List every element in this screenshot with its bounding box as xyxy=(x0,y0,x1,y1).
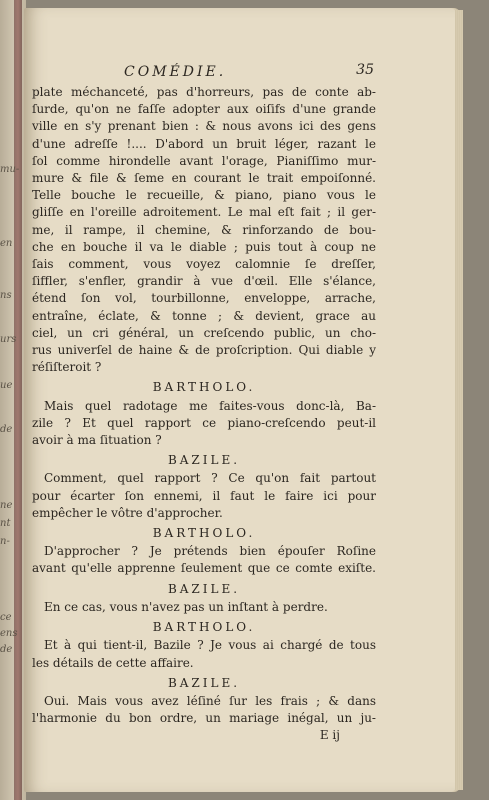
text-line: me, il rampe, il chemine, & rinforzando de bou- xyxy=(32,222,376,237)
text-line: d'une adreſſe !.... D'abord un bruit léger, razant le xyxy=(32,136,376,151)
text-line: avoir à ma ſituation ? xyxy=(32,433,162,448)
paragraph xyxy=(32,637,376,671)
book-spine xyxy=(14,0,22,800)
text-line: empêcher le vôtre d'approcher. xyxy=(32,505,223,520)
text-line: Comment, quel rapport ? Ce qu'on fait partout xyxy=(44,471,376,486)
text-line: ciel, un cri général, un creſcendo public, un cho- xyxy=(32,325,376,340)
text-line: gliſſe en l'oreille adroitement. Le mal eſt fait ; il ger- xyxy=(32,205,376,220)
text-line: Et à qui tient-il, Bazile ? Je vous ai chargé de tous xyxy=(44,638,376,653)
page-edges xyxy=(455,10,463,790)
paragraph xyxy=(32,84,376,376)
text-line: ſurde, qu'on ne faſſe adopter aux oiſifs d'une grande xyxy=(32,102,376,117)
page-content xyxy=(32,64,376,745)
text-line: che en bouche il va le diable ; puis tout à coup ne xyxy=(32,239,376,254)
left-page-edge xyxy=(0,0,26,800)
text-line: ſol comme hirondelle avant l'orage, Pianiſſimo mur- xyxy=(32,153,376,168)
text-line: zile ? Et quel rapport ce piano-creſcendo peut-il xyxy=(32,415,376,430)
text-line: mure & file & ſeme en courant le trait empoiſonné. xyxy=(32,171,376,186)
margin-fragment: urs xyxy=(0,334,17,345)
speaker-name: BAZILE. xyxy=(167,581,241,596)
text-line: l'harmonie du bon ordre, un mariage inégal, un ju- xyxy=(32,711,376,726)
margin-fragment: nt xyxy=(0,518,11,529)
running-title: COMÉDIE. xyxy=(124,64,227,80)
paragraph xyxy=(32,693,376,727)
speaker-name: BAZILE. xyxy=(167,453,241,468)
running-header xyxy=(32,64,376,84)
text-line: réſiſteroit ? xyxy=(32,360,102,375)
text-line: Oui. Mais vous avez léſiné ſur les frais ; & dans xyxy=(44,693,376,708)
text-line: En ce cas, vous n'avez pas un inſtant à perdre. xyxy=(44,599,328,614)
margin-fragment: ns xyxy=(0,290,12,301)
text-line: ſais comment, vous voyez calomnie ſe dreſſer, xyxy=(32,257,376,272)
text-line: D'approcher ? Je prétends bien épouſer Roſine xyxy=(44,544,376,559)
speaker-name: BARTHOLO. xyxy=(152,620,256,635)
margin-fragment: de xyxy=(0,644,13,655)
margin-fragment: ens xyxy=(0,628,18,639)
margin-fragment: ue xyxy=(0,380,13,391)
margin-fragment: de xyxy=(0,424,13,435)
text-line: étend ſon vol, tourbillonne, enveloppe, arrache, xyxy=(32,291,376,306)
text-line: pour écarter ſon ennemi, il faut le faire ici pour xyxy=(32,488,376,503)
paragraph xyxy=(32,470,376,522)
margin-fragment: ne xyxy=(0,500,13,511)
text-line: Telle bouche le recueille, & piano, piano vous le xyxy=(32,188,376,203)
text-line: Mais quel radotage me faites-vous donc-là, Ba- xyxy=(44,398,376,413)
text-line: entraîne, éclate, & tonne ; & devient, grace au xyxy=(32,308,376,323)
margin-fragment: mu- xyxy=(0,164,20,175)
signature-mark: E ij xyxy=(319,728,340,743)
paragraph xyxy=(32,398,376,450)
paragraph xyxy=(32,599,376,616)
text-line: avant qu'elle apprenne ſeulement que ce comte exiſte. xyxy=(32,561,376,576)
text-line: rus univerſel de haine & de proſcription. Qui diable y xyxy=(32,343,376,358)
speaker-name: BAZILE. xyxy=(167,675,241,690)
speaker-name: BARTHOLO. xyxy=(152,380,256,395)
text-line: plate méchanceté, pas d'horreurs, pas de conte ab- xyxy=(32,85,376,99)
paragraph xyxy=(32,543,376,577)
speaker-name: BARTHOLO. xyxy=(152,526,256,541)
page-number: 35 xyxy=(356,62,374,78)
text-line: les détails de cette affaire. xyxy=(32,655,194,670)
text-line: ſiffler, s'enfler, grandir à vue d'œil. Elle s'élance, xyxy=(32,274,376,289)
margin-fragment: en xyxy=(0,238,13,249)
text-line: ville en s'y prenant bien : & nous avons ici des gens xyxy=(32,119,376,134)
margin-fragment: ce xyxy=(0,612,12,623)
margin-fragment: n- xyxy=(0,536,10,547)
